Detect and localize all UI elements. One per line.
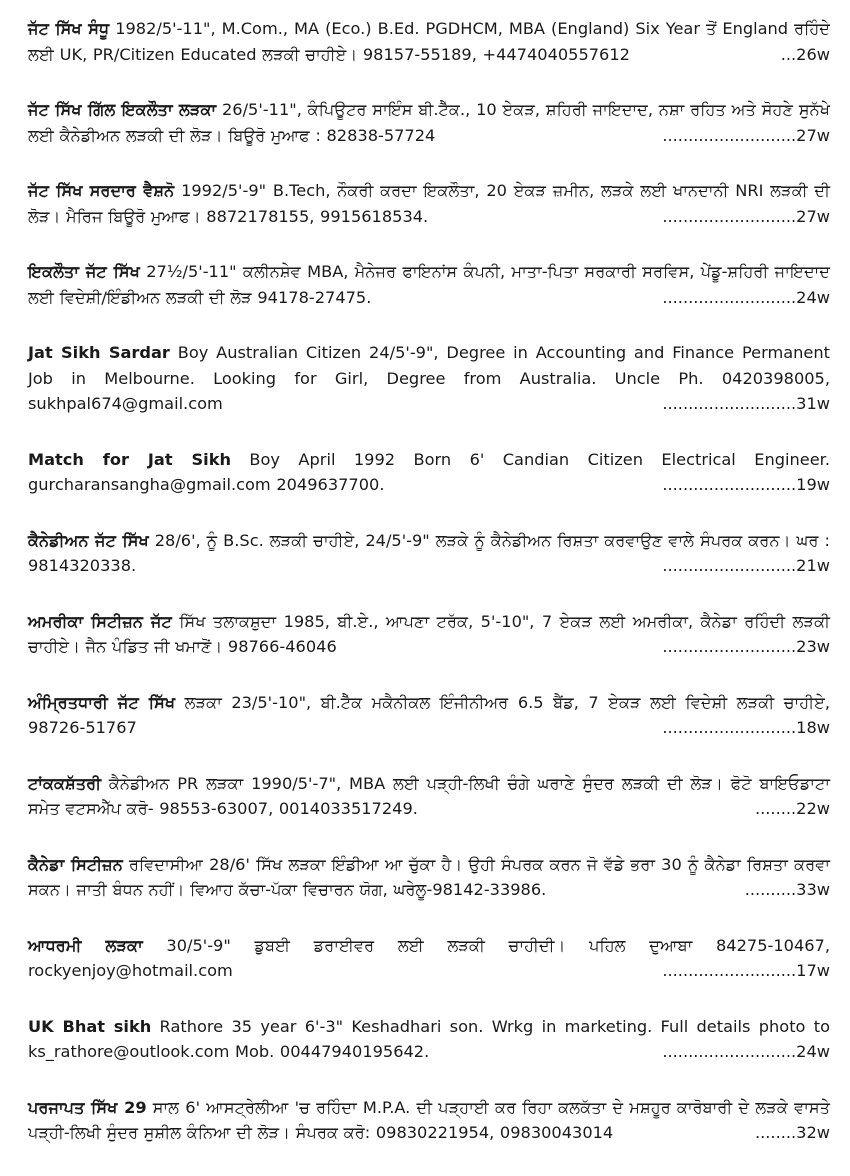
ad-body: 27½/5'-11" ਕਲੀਨਸ਼ੇਵ MBA, ਮੈਨੇਜਰ ਫਾਇਨਾਂਸ ਕੰਪਨੀ, ਮਾਤਾ-ਪਿਤਾ ਸਰਕਾਰੀ ਸਰਵਿਸ, ਪੇਂਡੂ-ਸ਼ਹਿਰੀ ਜਾਇਦਾਦ ਲਈ ਵਿਦੇਸ਼ੀ/ਇੰਡੀਅਨ ਲੜਕੀ ਦੀ ਲੋੜ 94178-27475.: [28, 262, 831, 307]
ad-heading: ਇਕਲੌਤਾ ਜੱਟ ਸਿੱਖ: [28, 262, 140, 281]
ad-word-count: ..........................27w: [662, 125, 830, 145]
ad-body: ਲੜਕਾ 23/5'-10", ਬੀ.ਟੈੱਕ ਮਕੈਨੀਕਲ ਇੰਜੀਨੀਅਰ 6.5 ਬੈਂਡ, 7 ਏਕੜ ਲਈ ਵਿਦੇਸ਼ੀ ਲੜਕੀ ਚਾਹੀਏ, 98726-51767: [28, 692, 830, 737]
ad-body: ਸਿੱਖ ਤਲਾਕਸ਼ੁਦਾ 1985, ਬੀ.ਏ., ਆਪਣਾ ਟਰੱਕ, 5'-10", 7 ਏਕੜ ਲਈ ਅਮਰੀਕਾ, ਕੈਨੇਡਾ ਰਹਿੰਦੀ ਲੜਕੀ ਚਾਹੀਏ। ਜੈਨ ਪੰਡਿਤ ਜੀ ਖਮਾਣੋਂ। 98766-46046: [28, 611, 830, 656]
ad-body: 1982/5'-11", M.Com., MA (Eco.) B.Ed. PGDHCM, MBA (England) Six Year ਤੋਂ England ਰਹਿੰਦੇ ਲਈ UK, PR/Citizen Educated ਲੜਕੀ ਚਾਹੀਏ। 98157-55189, +4474040557612: [28, 19, 830, 64]
ad-body: ਸਾਲ 6' ਆਸਟ੍ਰੇਲੀਆ 'ਚ ਰਹਿੰਦਾ M.P.A. ਦੀ ਪੜ੍ਹਾਈ ਕਰ ਰਿਹਾ ਕਲਕੱਤਾ ਦੇ ਮਸ਼ਹੂਰ ਕਾਰੋਬਾਰੀ ਦੇ ਲੜਕੇ ਵਾਸਤੇ ਪੜ੍ਹੀ-ਲਿਖੀ ਸੁੰਦਰ ਸੁਸ਼ੀਲ ਕੰਨਿਆ ਦੀ ਲੋੜ। ਸੰਪਰਕ ਕਰੋ: 09830221954, 09830043014: [28, 1097, 830, 1142]
ad-body: 28/6', ਨੂੰ B.Sc. ਲੜਕੀ ਚਾਹੀਏ, 24/5'-9" ਲੜਕੇ ਨੂੰ ਕੈਨੇਡੀਅਨ ਰਿਸ਼ਤਾ ਕਰਵਾਉਣ ਵਾਲੇ ਸੰਪਰਕ ਕਰਨ। ਘਰ : 9814320338.: [28, 530, 830, 575]
ad-parjapat-sikh: [28, 1095, 830, 1146]
ad-america-citizen-jatt: [28, 609, 830, 660]
ad-heading: ਕੈਨੇਡਾ ਸਿਟੀਜ਼ਨ: [28, 854, 123, 874]
ad-jatt-sikh-sardar-vaishno: [28, 178, 830, 229]
ad-heading: ਜੱਟ ਸਿੱਖ ਗਿੱਲ ਇਕਲੌਤਾ ਲੜਕਾ: [28, 100, 217, 119]
ad-word-count: ..........................31w: [662, 394, 830, 413]
ad-tankkshatri: [28, 771, 830, 822]
classifieds-column: [28, 16, 830, 1176]
ad-heading: ਪਰਜਾਪਤ ਸਿੱਖ 29: [28, 1097, 147, 1117]
ad-word-count: ..........................27w: [662, 206, 830, 226]
ad-body: Boy April 1992 Born 6' Candian Citizen Electrical Engineer. gurcharansangha@gmail.com 2049637700.: [28, 449, 830, 494]
ad-body: Boy Australian Citizen 24/5'-9", Degree in Accounting and Finance Permanent Job in Melbourne. Looking for Girl, Degree from Australia. Uncle Ph. 0420398005, sukhpal674@gmail.com: [28, 343, 830, 413]
ad-match-for-jat-sikh: [28, 447, 830, 498]
ad-adharmi-ladka: [28, 933, 830, 984]
ad-body: ਕੈਨੇਡੀਅਨ PR ਲੜਕਾ 1990/5'-7", MBA ਲਈ ਪੜ੍ਹੀ-ਲਿਖੀ ਚੰਗੇ ਘਰਾਣੇ ਸੁੰਦਰ ਲੜਕੀ ਦੀ ਲੋੜ। ਫੋਟੋ ਬਾਇਓਡਾਟਾ ਸਮੇਤ ਵਟਸਐੱਪ ਕਰੋ- 98553-63007, 0014033517249.: [28, 773, 830, 818]
ad-heading: Jat Sikh Sardar: [28, 343, 170, 362]
ad-jatt-sikh-gill: [28, 97, 830, 148]
ad-jatt-sikh-sandhu: [28, 16, 830, 67]
ad-word-count: ..........33w: [744, 880, 830, 899]
ad-body: ਰਵਿਦਾਸੀਆ 28/6' ਸਿੱਖ ਲੜਕਾ ਇੰਡੀਆ ਆ ਚੁੱਕਾ ਹੈ। ਉਹੀ ਸੰਪਰਕ ਕਰਨ ਜੋ ਵੱਡੇ ਭਰਾ 30 ਨੂੰ ਕੈਨੇਡਾ ਰਿਸ਼ਤਾ ਕਰਵਾ ਸਕਨ। ਜਾਤੀ ਬੰਧਨ ਨਹੀਂ। ਵਿਆਹ ਕੱਚਾ-ਪੱਕਾ ਵਿਚਾਰਨ ਯੋਗ, ਘਰੇਲੂ-98142-33986.: [28, 854, 831, 899]
ad-heading: ਕੈਨੇਡੀਅਨ ਜੱਟ ਸਿੱਖ: [28, 530, 149, 550]
ad-word-count: ..........................23w: [662, 637, 830, 656]
ad-word-count: ...26w: [780, 44, 830, 64]
ad-body: 26/5'-11", ਕੰਪਿਊਟਰ ਸਾਇੰਸ ਬੀ.ਟੈੱਕ., 10 ਏਕੜ, ਸ਼ਹਿਰੀ ਜਾਇਦਾਦ, ਨਸ਼ਾ ਰਹਿਤ ਅਤੇ ਸੋਹਣੇ ਸੁਨੱਖੇ ਲਈ ਕੈਨੇਡੀਅਨ ਲੜਕੀ ਦੀ ਲੋੜ। ਬਿਊਰੋ ਮੁਆਫ : 82838-57724: [28, 100, 831, 145]
ad-jat-sikh-sardar-australia: [28, 340, 830, 417]
ad-word-count: ........22w: [754, 799, 830, 818]
ad-heading: Match for Jat Sikh: [28, 449, 231, 469]
ad-word-count: ........32w: [754, 1123, 830, 1142]
ad-word-count: ..........................17w: [662, 961, 830, 980]
ad-word-count: ..........................24w: [662, 1042, 830, 1061]
ad-word-count: ..........................24w: [662, 287, 830, 307]
ad-amritdhari-jatt-sikh: [28, 690, 830, 741]
ad-heading: ਟਾਂਕਕਸ਼ੱਤਰੀ: [28, 773, 102, 793]
ad-canada-citizen-ravidasia: [28, 852, 830, 903]
ad-heading: ਅੰਮ੍ਰਿਤਧਾਰੀ ਜੱਟ ਸਿੱਖ: [28, 692, 176, 712]
ad-uk-bhat-sikh: [28, 1014, 830, 1065]
ad-heading: ਅਮਰੀਕਾ ਸਿਟੀਜ਼ਨ ਜੱਟ: [28, 611, 172, 631]
ad-word-count: ..........................18w: [662, 718, 830, 737]
ad-heading: ਆਧਰਮੀ ਲੜਕਾ: [28, 935, 143, 955]
ad-heading: UK Bhat sikh: [28, 1016, 152, 1036]
ad-body: 30/5'-9" ਡੁਬਈ ਡਰਾਈਵਰ ਲਈ ਲੜਕੀ ਚਾਹੀਦੀ। ਪਹਿਲ ਦੁਆਬਾ 84275-10467, rockyenjoy@hotmail.com: [28, 935, 830, 980]
ad-body: 1992/5'-9" B.Tech, ਨੌਕਰੀ ਕਰਦਾ ਇਕਲੌਤਾ, 20 ਏਕੜ ਜ਼ਮੀਨ, ਲੜਕੇ ਲਈ ਖਾਨਦਾਨੀ NRI ਲੜਕੀ ਦੀ ਲੋੜ। ਮੈਰਿਜ ਬਿਊਰੋ ਮੁਆਫ। 8872178155, 9915618534.: [28, 181, 830, 226]
ad-word-count: ..........................21w: [662, 556, 830, 575]
ad-word-count: ..........................19w: [662, 475, 830, 494]
ad-canadian-jatt-sikh: [28, 528, 830, 579]
ad-heading: ਜੱਟ ਸਿੱਖ ਸਰਦਾਰ ਵੈਸ਼ਨੋ: [28, 181, 175, 200]
ad-body: Rathore 35 year 6'-3" Keshadhari son. Wrkg in marketing. Full details photo to ks_rathore@outlook.com Mob. 00447940195642.: [28, 1016, 830, 1061]
ad-heading: ਜੱਟ ਸਿੱਖ ਸੰਧੂ: [28, 19, 110, 38]
ad-iklauta-jatt-sikh: [28, 259, 830, 310]
